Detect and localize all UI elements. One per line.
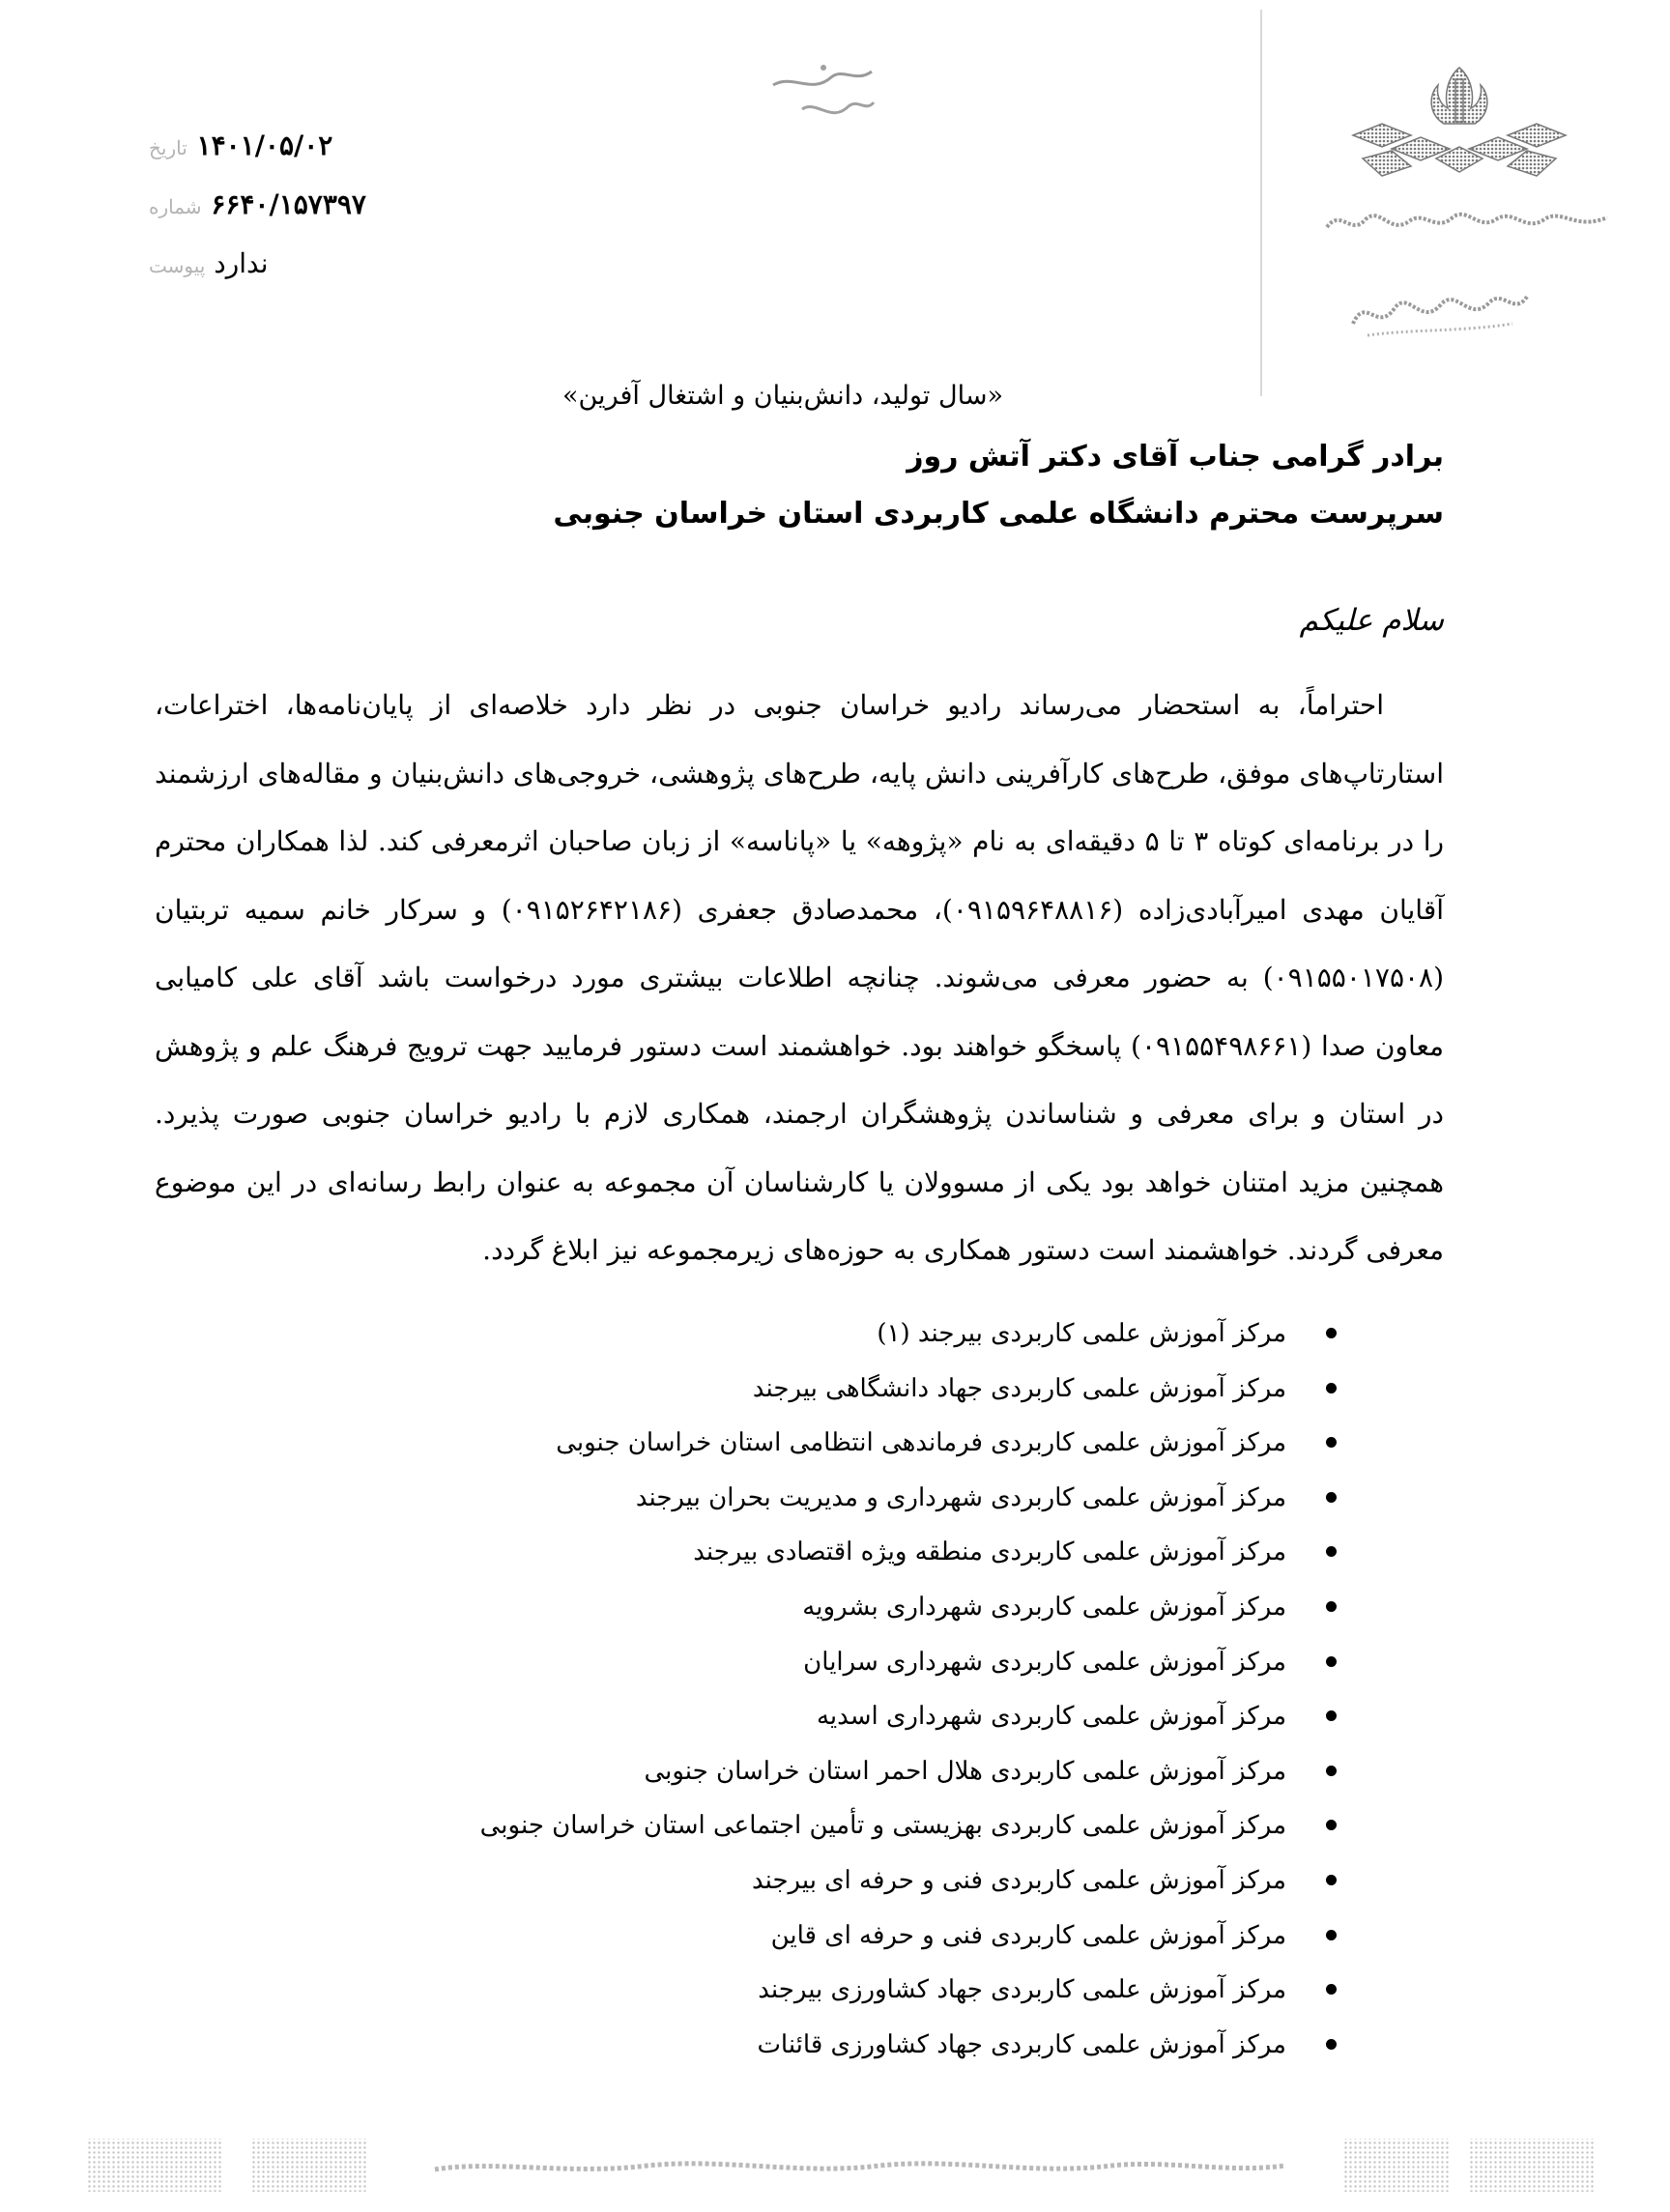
salutation: سلام علیکم: [1299, 603, 1444, 638]
center-name: مرکز آموزش علمی کاربردی فنی و حرفه ای قاین: [770, 1920, 1286, 1950]
center-list-item: [274, 1416, 1337, 1471]
center-name: مرکز آموزش علمی کاربردی شهرداری بشرویه: [802, 1592, 1286, 1622]
center-name: مرکز آموزش علمی کاربردی فنی و حرفه ای بیرجند: [751, 1865, 1286, 1895]
center-list-item: [274, 1635, 1337, 1690]
recipient-name: برادر گرامی جناب آقای دکتر آتش روز: [907, 440, 1444, 474]
bullet-icon: [1326, 1710, 1337, 1721]
center-name: مرکز آموزش علمی کاربردی فرماندهی انتظامی استان خراسان جنوبی: [556, 1428, 1286, 1458]
letter-date-value: ۱۴۰۱/۰۵/۰۲: [196, 129, 333, 161]
letter-attachment-value: ندارد: [214, 247, 269, 279]
center-list-item: [274, 1525, 1337, 1580]
center-name: مرکز آموزش علمی کاربردی شهرداری سرایان: [803, 1647, 1286, 1677]
bullet-icon: [1326, 1930, 1337, 1940]
bullet-icon: [1326, 1437, 1337, 1448]
center-list-item: [274, 1580, 1337, 1635]
bullet-icon: [1326, 1328, 1337, 1338]
center-list-item: [274, 1909, 1337, 1964]
bullet-icon: [1326, 2039, 1337, 2050]
letter-date-label: تاریخ: [149, 136, 187, 159]
letter-date: [135, 129, 332, 161]
letter-number: [135, 188, 366, 220]
center-name: مرکز آموزش علمی کاربردی جهاد کشاورزی بیرجند: [758, 1975, 1286, 2005]
center-name: مرکز آموزش علمی کاربردی جهاد دانشگاهی بیرجند: [752, 1373, 1286, 1403]
center-list-item: [274, 1963, 1337, 2018]
recipient-title: سرپرست محترم دانشگاه علمی کاربردی استان خراسان جنوبی: [553, 497, 1444, 531]
center-list-item: [274, 1853, 1337, 1909]
organization-name-mark: [1322, 198, 1612, 246]
bullet-icon: [1326, 1820, 1337, 1830]
scan-line: [1260, 10, 1262, 396]
letter-body: [155, 672, 1444, 1285]
center-list-item: [274, 1798, 1337, 1853]
letter-body-text: احتراماً، به استحضار می‌رساند رادیو خراسان جنوبی در نظر دارد خلاصه‌ای از پایان‌نامه‌ها، اختراعات، استارتاپ‌های موفق، طرح‌های کارآفرینی دانش پایه، طرح‌های پژوهشی، خروجی‌های دانش‌بنیان و مقاله‌های ارزشمند را در برنامه‌ای کوتاه ۳ تا ۵ دقیقه‌ای به نام «پژوهه» یا «پاناسه» از زبان صاحبان اثرمعرفی کند. لذا همکاران محترم آقایان مهدی امیرآبادی‌زاده (۰۹۱۵۹۶۴۸۸۱۶)، محمدصادق جعفری (۰۹۱۵۲۶۴۲۱۸۶) و سرکار خانم سمیه تربتیان (۰۹۱۵۵۰۱۷۵۰۸) به حضور معرفی می‌شوند. چنانچه اطلاعات بیشتری مورد درخواست باشد آقای علی کامیابی معاون صدا (۰۹۱۵۵۴۹۸۶۶۱) پاسخگو خواهند بود. خواهشمند است دستور فرمایید جهت ترویج فرهنگ علم و پژوهش در استان و برای معرفی و شناساندن پژوهشگران ارجمند، همکاری لازم با رادیو خراسان جنوبی صورت پذیرد. همچنین مزید امتنان خواهد بود یکی از مسوولان یا کارشناسان آن مجموعه به عنوان رابط رسانه‌ای در این موضوع معرفی گردند. خواهشمند است دستور همکاری به حوزه‌های زیرمجموعه نیز ابلاغ گردد.: [155, 689, 1445, 1266]
letter-number-value: ۶۶۴۰/۱۵۷۳۹۷: [211, 188, 366, 220]
center-name: مرکز آموزش علمی کاربردی منطقه ویژه اقتصادی بیرجند: [693, 1537, 1286, 1567]
center-name: مرکز آموزش علمی کاربردی شهرداری اسدیه: [816, 1702, 1286, 1732]
center-name: مرکز آموزش علمی کاربردی جهاد کشاورزی قائنات: [757, 2029, 1286, 2059]
center-list-item: [274, 2018, 1337, 2073]
center-name: مرکز آموزش علمی کاربردی شهرداری و مدیریت بحران بیرجند: [635, 1482, 1286, 1512]
center-list-item: [274, 1362, 1337, 1417]
handwritten-signature: [763, 56, 879, 143]
letter-number-label: شماره: [149, 195, 202, 218]
year-slogan: «سال تولید، دانش‌بنیان و اشتغال آفرین»: [561, 381, 1004, 411]
bullet-icon: [1326, 1984, 1337, 1995]
center-name: مرکز آموزش علمی کاربردی بیرجند (۱): [877, 1319, 1286, 1348]
organization-unit-mark: [1348, 275, 1532, 343]
bullet-icon: [1326, 1656, 1337, 1667]
center-list-item: [274, 1689, 1337, 1744]
letter-attachment: [135, 247, 269, 279]
center-name: مرکز آموزش علمی کاربردی بهزیستی و تأمین اجتماعی استان خراسان جنوبی: [479, 1811, 1286, 1841]
bullet-icon: [1326, 1601, 1337, 1612]
center-list-item: [274, 1744, 1337, 1799]
bullet-icon: [1326, 1766, 1337, 1776]
letter-attachment-label: پیوست: [149, 254, 206, 277]
iranian-emblem-icon: [1343, 58, 1575, 193]
bullet-icon: [1326, 1383, 1337, 1393]
center-list-item: [274, 1471, 1337, 1526]
center-name: مرکز آموزش علمی کاربردی هلال احمر استان خراسان جنوبی: [644, 1756, 1286, 1786]
footer-address-mark: [87, 2131, 1595, 2198]
bullet-icon: [1326, 1875, 1337, 1885]
center-list-item: [274, 1307, 1337, 1362]
bullet-icon: [1326, 1546, 1337, 1557]
bullet-icon: [1326, 1492, 1337, 1503]
centers-list: [274, 1307, 1337, 2072]
